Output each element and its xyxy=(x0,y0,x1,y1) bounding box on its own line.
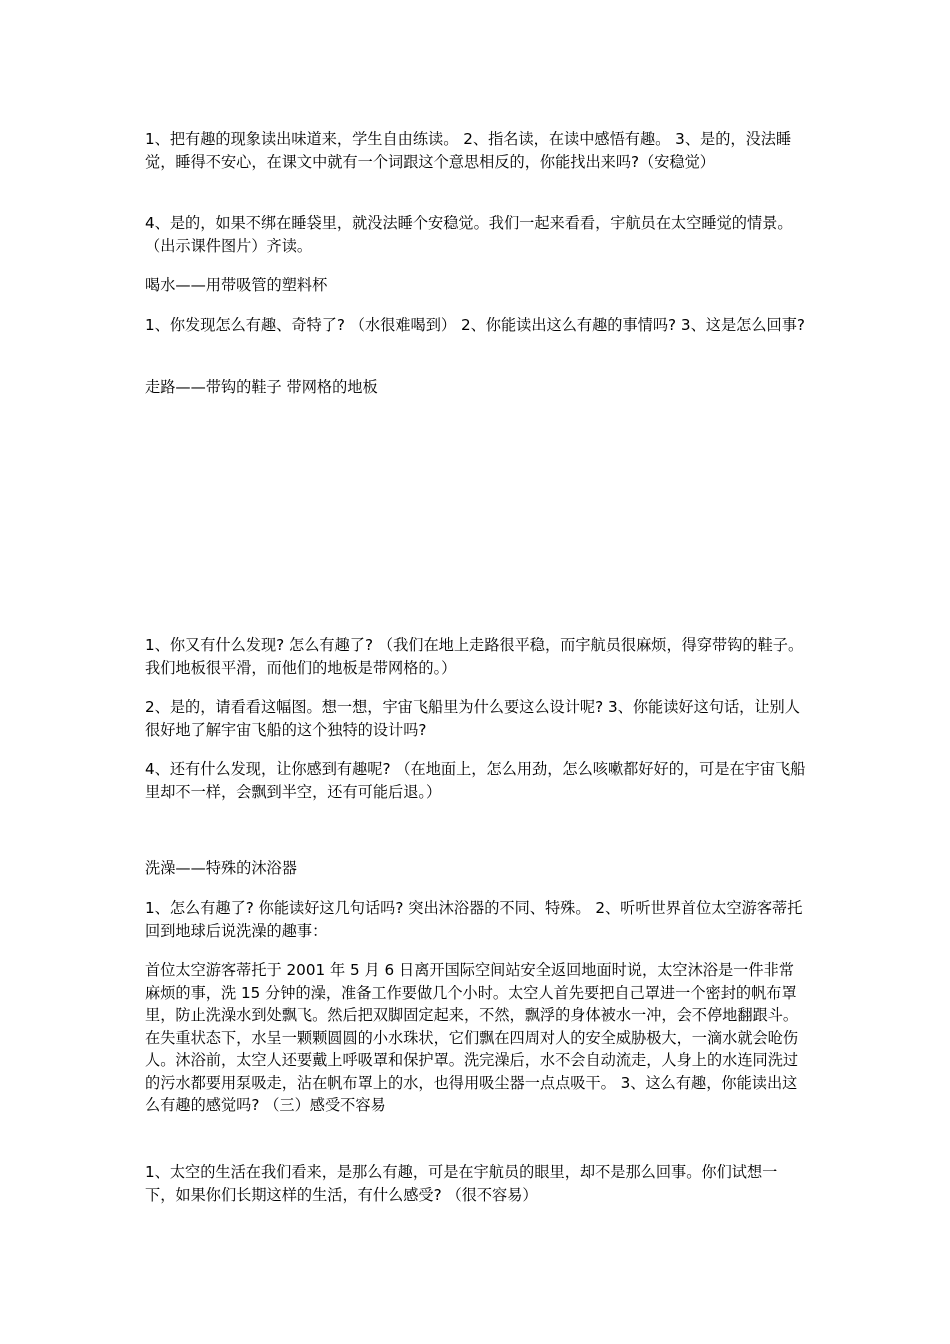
heading-drinking-water: 喝水——用带吸管的塑料杯 xyxy=(145,276,328,294)
paragraph-read-with-flavor: 1、把有趣的现象读出味道来，学生自由练读。 2、指名读，在读中感悟有趣。 3、是的，没法睡觉，睡得不安心，在课文中就有一个词跟这个意思相反的，你能找出来吗?（安稳觉） xyxy=(145,130,792,171)
blank-image-area xyxy=(145,410,807,625)
paragraph-spaceship-design: 2、是的，请看看这幅图。想一想，宇宙飞船里为什么要这么设计呢? 3、你能读好这句话，让别人很好地了解宇宙飞船的这个独特的设计吗? xyxy=(145,698,800,739)
paragraph-other-findings: 4、还有什么发现，让你感到有趣呢? （在地面上，怎么用劲，怎么咳嗽都好好的，可是在宇宙飞船里却不一样，会飘到半空，还有可能后退。） xyxy=(145,760,806,801)
paragraph-space-tourist-story: 首位太空游客蒂托于 2001 年 5 月 6 日离开国际空间站安全返回地面时说，太空沐浴是一件非常麻烦的事，洗 15 分钟的澡，准备工作要做几个小时。太空人首先要把自己罩进一个密封的帆布罩里，防止洗澡水到处飘飞。然后把双脚固定起来，不然，飘浮的身体被水一冲，会不停地翻跟斗。在失重状态下，水呈一颗颗圆圆的小水珠状，它们飘在四周对人的安全威胁极大，一滴水就会呛伤人。沐浴前，太空人还要戴上呼吸罩和保护罩。洗完澡后，水不会自动流走，人身上的水连同洗过的污水都要用泵吸走，沾在帆布罩上的水，也得用吸尘器一点点吸干。 3、这么有趣，你能读出这么有趣的感觉吗? （三）感受不容易 xyxy=(145,961,799,1114)
heading-bathing: 洗澡——特殊的沐浴器 xyxy=(145,859,297,877)
paragraph-bathing-questions: 1、怎么有趣了? 你能读好这几句话吗? 突出沐浴器的不同、特殊。 2、听听世界首位太空游客蒂托回到地球后说洗澡的趣事： xyxy=(145,899,803,940)
paragraph-not-easy: 1、太空的生活在我们看来，是那么有趣，可是在宇航员的眼里，却不是那么回事。你们试想一下，如果你们长期这样的生活，有什么感受? （很不容易） xyxy=(145,1163,778,1204)
paragraph-walking-discovery: 1、你又有什么发现? 怎么有趣了? （我们在地上走路很平稳，而宇航员很麻烦，得穿带钩的鞋子。我们地板很平滑，而他们的地板是带网格的。） xyxy=(145,636,804,677)
paragraph-drinking-questions: 1、你发现怎么有趣、奇特了? （水很难喝到） 2、你能读出这么有趣的事情吗? 3、这是怎么回事? xyxy=(145,316,805,334)
paragraph-sleeping-bag: 4、是的，如果不绑在睡袋里，就没法睡个安稳觉。我们一起来看看，宇航员在太空睡觉的情景。（出示课件图片）齐读。 xyxy=(145,214,793,255)
heading-walking: 走路——带钩的鞋子 带网格的地板 xyxy=(145,378,378,396)
